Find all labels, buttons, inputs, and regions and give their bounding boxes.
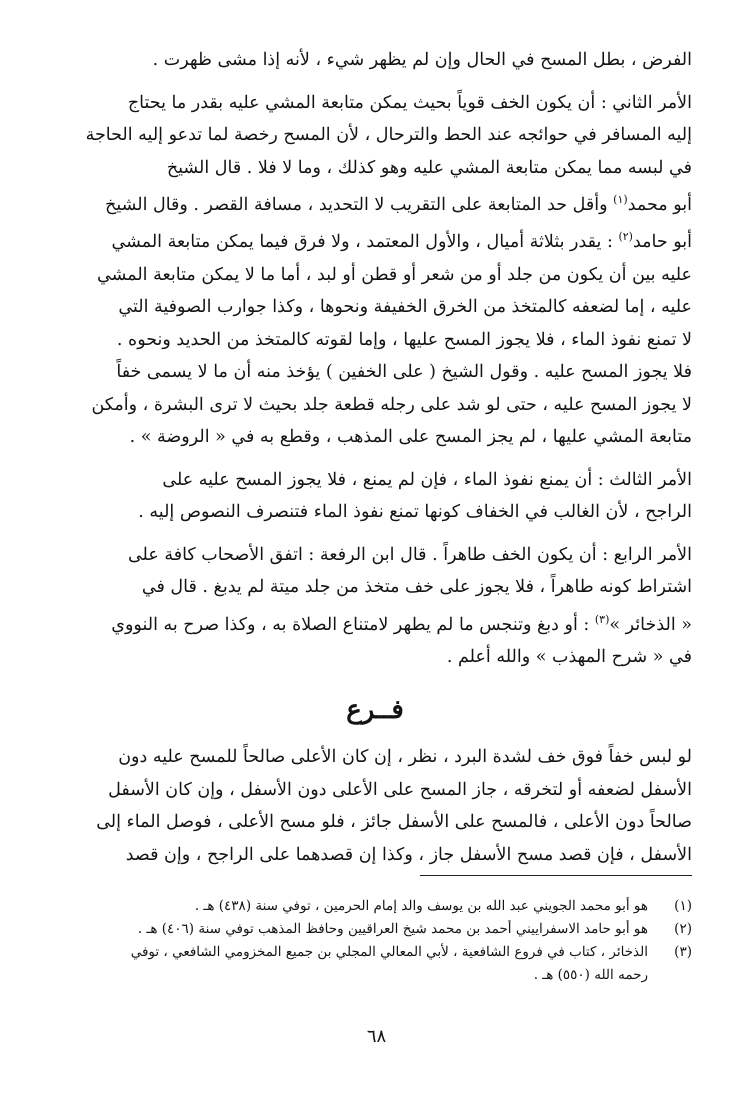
paragraph-continuation [58, 44, 692, 77]
footnote-number: (١) [674, 898, 692, 914]
footnote-divider [420, 875, 692, 876]
text-line: الراجح ، لأن الغالب في الخفاف كونها تمنع نفوذ الماء فتنصرف النصوص إليه . [138, 502, 692, 523]
footnote-text: رحمه الله (٥٥٠) هـ . [533, 967, 648, 983]
paragraph-fourth-condition [58, 539, 692, 674]
text-line: لا تمنع نفوذ الماء ، فلا يجوز المسح عليها ، وإما لقوته كالمتخذ من الحديد ونحوه . [116, 329, 692, 350]
text-segment: : يقدر بثلاثة أميال ، والأول المعتمد ، ولا فرق فيما يمكن متابعة المشي [111, 232, 619, 253]
text-line: متابعة المشي عليها ، لم يجز المسح على المذهب ، وقطع به في « الروضة » . [129, 427, 692, 448]
page-number: ٦٨ [366, 1026, 387, 1047]
footnote [60, 895, 692, 918]
text-line: عليه بين أن يكون من جلد أو من شعر أو قطن أو لبد ، أما ما لا يمكن متابعة المشي [97, 264, 692, 285]
footnote-number: (٣) [674, 944, 692, 960]
footnote-continuation [60, 964, 692, 987]
text-segment: : أو دبغ وتنجس ما لم يطهر لامتناع الصلاة به ، وكذا صرح به النووي [111, 614, 595, 635]
text-line: اشتراط كونه طاهراً ، فلا يجوز على خف متخذ من جلد ميتة لم يدبغ . قال في [141, 577, 692, 598]
footnote [60, 918, 692, 941]
text-line: الفرض ، بطل المسح في الحال وإن لم يظهر شيء ، لأنه إذا مشى ظهرت . [152, 50, 692, 70]
footnote-text: هو أبو محمد الجويني عبد الله بن يوسف والد إمام الحرمين ، توفي سنة (٤٣٨) هـ . [194, 898, 648, 914]
text-line: الأمر الثالث : أن يمنع نفوذ الماء ، فإن لم يمنع ، فلا يجوز المسح عليه على [162, 469, 692, 490]
footnote-text: الذخائر ، كتاب في فروع الشافعية ، لأبي المعالي المجلي بن جميع المخزومي الشافعي ، توفي [130, 944, 648, 960]
text-line: في لبسه مما يمكن متابعة المشي عليه وهو كذلك ، وما لا فلا . قال الشيخ [166, 157, 692, 178]
footnote [60, 941, 692, 964]
footnote-ref-2[interactable]: (٢) [618, 230, 633, 244]
text-line: في « شرح المهذب » والله أعلم . [446, 646, 692, 667]
text-segment: أبو محمد [627, 194, 692, 215]
text-line: الأسفل ، فإن قصد مسح الأسفل جاز ، وكذا إن قصدهما على الراجح ، وإن قصد [125, 844, 692, 865]
text-line: إليه المسافر في حوائجه عند الحط والترحال ، لأن المسح رخصة لما تدعو إليه الحاجة [85, 125, 692, 145]
footnote-ref-3[interactable]: (٣) [594, 612, 610, 626]
paragraph-third-condition [58, 464, 692, 529]
text-line: الأمر الرابع : أن يكون الخف طاهراً . قال ابن الرفعة : اتفق الأصحاب كافة على [127, 544, 692, 565]
text-segment: « الذخائر » [609, 614, 692, 635]
text-line: لا يجوز المسح عليه ، حتى لو شد على رجله قطعة جلد بحيث لا ترى البشرة ، وأمكن [91, 394, 692, 415]
footnote-number: (٢) [674, 921, 692, 937]
text-line: عليه ، إما لضعفه كالمتخذ من الخرق الخفيفة ونحوها ، وكذا جوارب الصوفية التي [118, 297, 692, 318]
text-line: الأسفل لضعفه أو لتخرقه ، جاز المسح على الأعلى دون الأسفل ، وإن كان الأسفل [108, 779, 692, 800]
text-line: فلا يجوز المسح عليه . وقول الشيخ ( على الخفين ) يؤخذ منه أن ما لا يسمى خفاً [116, 362, 692, 383]
text-segment: أبو حامد [632, 232, 692, 253]
footnote-ref-1[interactable]: (١) [613, 193, 628, 206]
footnote-number [648, 964, 692, 987]
footnotes [60, 895, 692, 987]
text-line [58, 221, 692, 258]
paragraph-second-condition [58, 87, 692, 454]
paragraph-branch [58, 741, 692, 871]
text-segment: وأقل حد المتابعة على التقريب لا التحديد ، مسافة القصر . وقال الشيخ [105, 194, 614, 215]
text-line: الأمر الثاني : أن يكون الخف قوياً بحيث يمكن متابعة المشي عليه بقدر ما يحتاج [127, 92, 692, 113]
section-heading: فــرع [346, 695, 404, 726]
footnote-text: هو أبو حامد الاسفراييني أحمد بن محمد شيخ العراقيين وحافظ المذهب توفي سنة (٤٠٦) هـ . [137, 921, 648, 937]
main-text [58, 44, 692, 871]
text-line [58, 184, 692, 221]
text-line: صالحاً دون الأعلى ، فالمسح على الأسفل جائز ، فلو مسح الأعلى ، فوصل الماء إلى [96, 812, 692, 833]
text-line: لو لبس خفاً فوق خف لشدة البرد ، نظر ، إن كان الأعلى صالحاً للمسح عليه دون [118, 747, 692, 768]
text-line [58, 604, 692, 641]
